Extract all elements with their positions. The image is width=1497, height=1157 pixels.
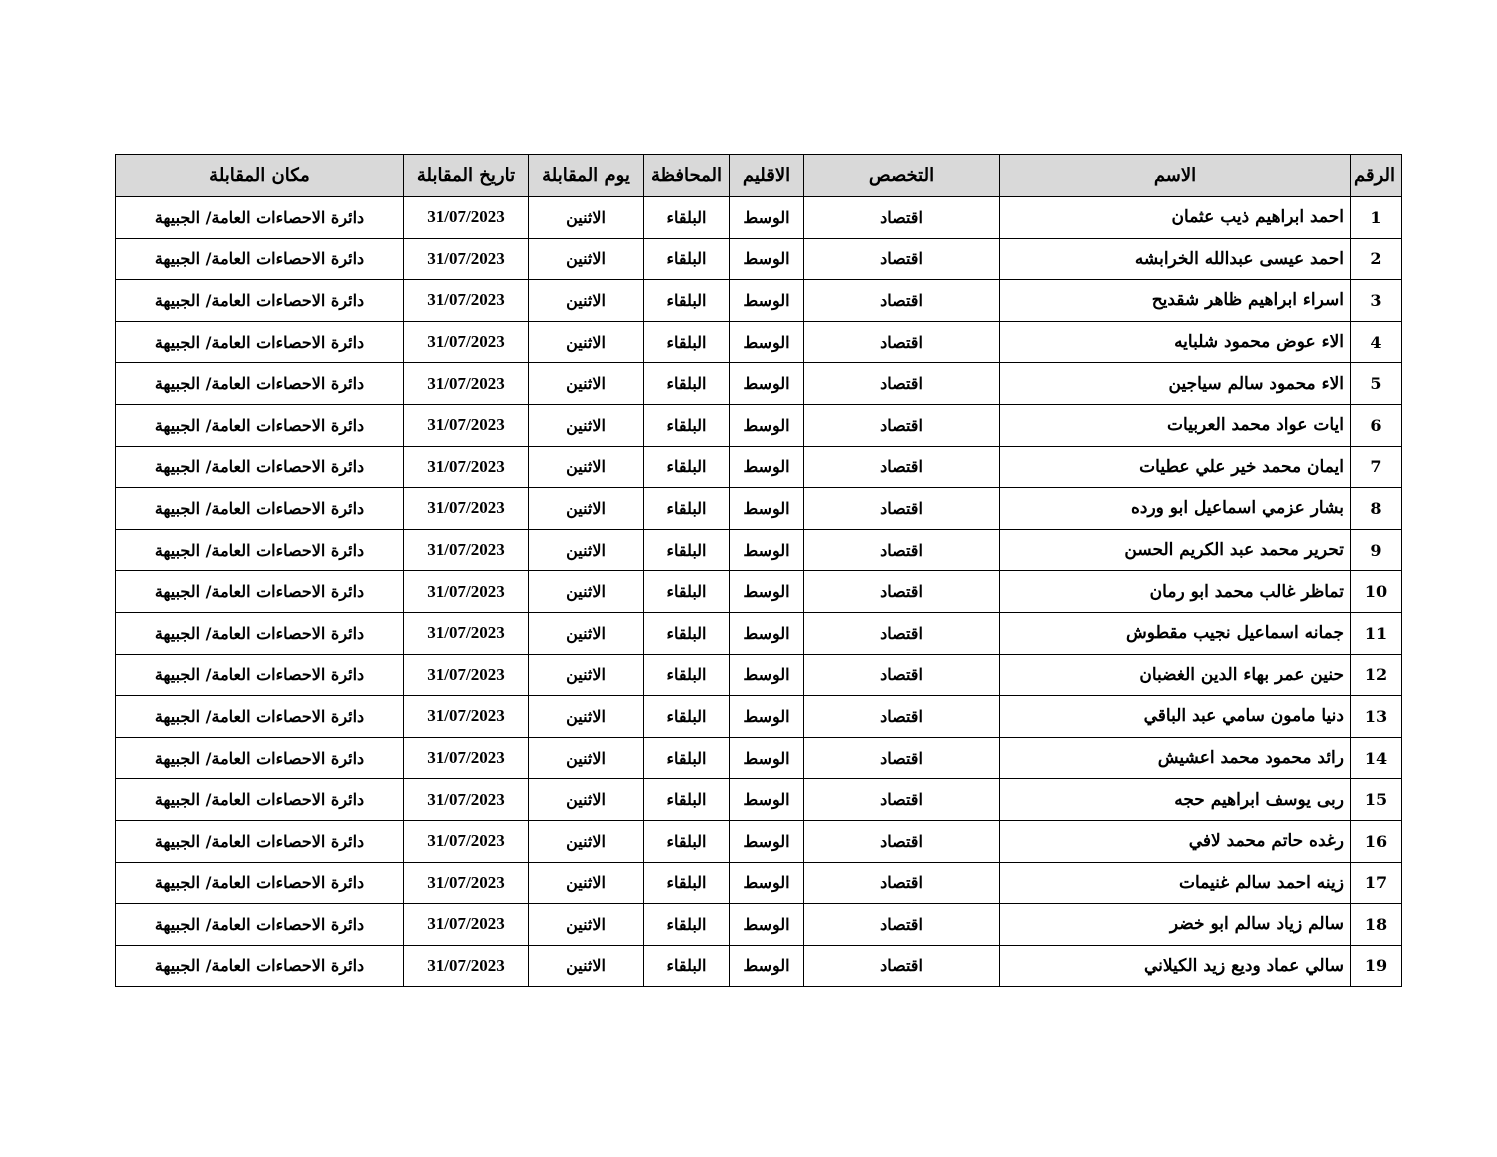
cell-governorate: البلقاء [644, 612, 730, 654]
cell-name: الاء محمود سالم سياجين [1000, 363, 1351, 405]
cell-interview-date: 31/07/2023 [404, 363, 529, 405]
cell-interview-day: الاثنين [529, 238, 644, 280]
cell-name: جمانه اسماعيل نجيب مقطوش [1000, 612, 1351, 654]
header-name: الاسم [1000, 155, 1351, 197]
cell-interview-day: الاثنين [529, 571, 644, 613]
cell-interview-day: الاثنين [529, 363, 644, 405]
cell-interview-day: الاثنين [529, 696, 644, 738]
table-row [116, 737, 1402, 779]
cell-interview-place: دائرة الاحصاءات العامة/ الجبيهة [116, 280, 404, 322]
cell-interview-place: دائرة الاحصاءات العامة/ الجبيهة [116, 197, 404, 239]
cell-governorate: البلقاء [644, 862, 730, 904]
cell-interview-date: 31/07/2023 [404, 820, 529, 862]
cell-interview-date: 31/07/2023 [404, 488, 529, 530]
cell-num: 17 [1351, 862, 1402, 904]
cell-region: الوسط [730, 945, 804, 987]
cell-interview-date: 31/07/2023 [404, 945, 529, 987]
cell-governorate: البلقاء [644, 446, 730, 488]
cell-specialty: اقتصاد [804, 571, 1000, 613]
cell-governorate: البلقاء [644, 654, 730, 696]
cell-num: 1 [1351, 197, 1402, 239]
table-row [116, 571, 1402, 613]
cell-interview-place: دائرة الاحصاءات العامة/ الجبيهة [116, 529, 404, 571]
header-interview-date: تاريخ المقابلة [404, 155, 529, 197]
cell-specialty: اقتصاد [804, 862, 1000, 904]
cell-governorate: البلقاء [644, 945, 730, 987]
cell-interview-place: دائرة الاحصاءات العامة/ الجبيهة [116, 654, 404, 696]
interview-schedule-table [115, 154, 1402, 987]
cell-region: الوسط [730, 820, 804, 862]
table-row [116, 446, 1402, 488]
cell-interview-date: 31/07/2023 [404, 696, 529, 738]
cell-interview-place: دائرة الاحصاءات العامة/ الجبيهة [116, 363, 404, 405]
cell-name: سالم زياد سالم ابو خضر [1000, 904, 1351, 946]
cell-governorate: البلقاء [644, 529, 730, 571]
cell-num: 15 [1351, 779, 1402, 821]
cell-specialty: اقتصاد [804, 446, 1000, 488]
cell-interview-day: الاثنين [529, 904, 644, 946]
cell-specialty: اقتصاد [804, 654, 1000, 696]
cell-governorate: البلقاء [644, 488, 730, 530]
cell-specialty: اقتصاد [804, 696, 1000, 738]
cell-num: 14 [1351, 737, 1402, 779]
table-row [116, 197, 1402, 239]
cell-num: 6 [1351, 404, 1402, 446]
cell-name: الاء عوض محمود شلبايه [1000, 321, 1351, 363]
cell-num: 7 [1351, 446, 1402, 488]
cell-interview-place: دائرة الاحصاءات العامة/ الجبيهة [116, 945, 404, 987]
header-governorate: المحافظة [644, 155, 730, 197]
table-row [116, 779, 1402, 821]
cell-region: الوسط [730, 654, 804, 696]
table-body [116, 197, 1402, 987]
cell-region: الوسط [730, 404, 804, 446]
header-interview-day: يوم المقابلة [529, 155, 644, 197]
cell-num: 18 [1351, 904, 1402, 946]
table-row [116, 238, 1402, 280]
cell-specialty: اقتصاد [804, 945, 1000, 987]
cell-interview-date: 31/07/2023 [404, 571, 529, 613]
cell-region: الوسط [730, 280, 804, 322]
cell-region: الوسط [730, 529, 804, 571]
cell-name: زينه احمد سالم غنيمات [1000, 862, 1351, 904]
cell-specialty: اقتصاد [804, 779, 1000, 821]
cell-interview-date: 31/07/2023 [404, 446, 529, 488]
cell-governorate: البلقاء [644, 363, 730, 405]
cell-specialty: اقتصاد [804, 238, 1000, 280]
table-row [116, 820, 1402, 862]
cell-interview-day: الاثنين [529, 280, 644, 322]
table-row [116, 280, 1402, 322]
cell-name: تماظر غالب محمد ابو رمان [1000, 571, 1351, 613]
cell-region: الوسط [730, 737, 804, 779]
cell-num: 2 [1351, 238, 1402, 280]
cell-interview-place: دائرة الاحصاءات العامة/ الجبيهة [116, 404, 404, 446]
cell-interview-place: دائرة الاحصاءات العامة/ الجبيهة [116, 446, 404, 488]
cell-specialty: اقتصاد [804, 529, 1000, 571]
cell-governorate: البلقاء [644, 280, 730, 322]
cell-interview-day: الاثنين [529, 737, 644, 779]
cell-name: بشار عزمي اسماعيل ابو ورده [1000, 488, 1351, 530]
cell-num: 3 [1351, 280, 1402, 322]
cell-interview-date: 31/07/2023 [404, 779, 529, 821]
cell-interview-place: دائرة الاحصاءات العامة/ الجبيهة [116, 862, 404, 904]
header-num: الرقم [1351, 155, 1402, 197]
cell-interview-day: الاثنين [529, 321, 644, 363]
cell-region: الوسط [730, 197, 804, 239]
cell-interview-place: دائرة الاحصاءات العامة/ الجبيهة [116, 612, 404, 654]
cell-interview-place: دائرة الاحصاءات العامة/ الجبيهة [116, 820, 404, 862]
cell-interview-date: 31/07/2023 [404, 612, 529, 654]
cell-interview-place: دائرة الاحصاءات العامة/ الجبيهة [116, 904, 404, 946]
cell-name: رائد محمود محمد اعشيش [1000, 737, 1351, 779]
cell-governorate: البلقاء [644, 321, 730, 363]
cell-specialty: اقتصاد [804, 904, 1000, 946]
cell-specialty: اقتصاد [804, 488, 1000, 530]
cell-region: الوسط [730, 696, 804, 738]
cell-interview-place: دائرة الاحصاءات العامة/ الجبيهة [116, 238, 404, 280]
cell-name: ايات عواد محمد العربيات [1000, 404, 1351, 446]
header-region: الاقليم [730, 155, 804, 197]
cell-governorate: البلقاء [644, 779, 730, 821]
cell-interview-date: 31/07/2023 [404, 654, 529, 696]
table-row [116, 904, 1402, 946]
cell-interview-day: الاثنين [529, 529, 644, 571]
cell-num: 10 [1351, 571, 1402, 613]
cell-name: سالي عماد وديع زيد الكيلاني [1000, 945, 1351, 987]
cell-governorate: البلقاء [644, 571, 730, 613]
cell-num: 16 [1351, 820, 1402, 862]
cell-interview-date: 31/07/2023 [404, 529, 529, 571]
cell-region: الوسط [730, 904, 804, 946]
table-row [116, 696, 1402, 738]
cell-num: 8 [1351, 488, 1402, 530]
cell-interview-place: دائرة الاحصاءات العامة/ الجبيهة [116, 571, 404, 613]
cell-specialty: اقتصاد [804, 737, 1000, 779]
cell-interview-place: دائرة الاحصاءات العامة/ الجبيهة [116, 779, 404, 821]
cell-governorate: البلقاء [644, 197, 730, 239]
cell-interview-date: 31/07/2023 [404, 238, 529, 280]
cell-interview-place: دائرة الاحصاءات العامة/ الجبيهة [116, 321, 404, 363]
cell-interview-date: 31/07/2023 [404, 862, 529, 904]
cell-num: 13 [1351, 696, 1402, 738]
table-row [116, 363, 1402, 405]
cell-specialty: اقتصاد [804, 404, 1000, 446]
table-row [116, 945, 1402, 987]
cell-region: الوسط [730, 488, 804, 530]
cell-specialty: اقتصاد [804, 280, 1000, 322]
cell-governorate: البلقاء [644, 904, 730, 946]
cell-interview-place: دائرة الاحصاءات العامة/ الجبيهة [116, 696, 404, 738]
cell-num: 4 [1351, 321, 1402, 363]
cell-interview-date: 31/07/2023 [404, 404, 529, 446]
cell-region: الوسط [730, 238, 804, 280]
cell-name: احمد عيسى عبدالله الخرابشه [1000, 238, 1351, 280]
cell-interview-date: 31/07/2023 [404, 737, 529, 779]
table-row [116, 654, 1402, 696]
cell-name: ايمان محمد خير علي عطيات [1000, 446, 1351, 488]
cell-name: اسراء ابراهيم ظاهر شقديح [1000, 280, 1351, 322]
cell-name: تحرير محمد عبد الكريم الحسن [1000, 529, 1351, 571]
cell-governorate: البلقاء [644, 737, 730, 779]
cell-interview-day: الاثنين [529, 820, 644, 862]
cell-num: 9 [1351, 529, 1402, 571]
candidates-sheet [115, 154, 1401, 987]
cell-interview-day: الاثنين [529, 446, 644, 488]
table-row [116, 321, 1402, 363]
cell-name: دنيا مامون سامي عبد الباقي [1000, 696, 1351, 738]
cell-specialty: اقتصاد [804, 197, 1000, 239]
cell-region: الوسط [730, 779, 804, 821]
cell-region: الوسط [730, 571, 804, 613]
cell-specialty: اقتصاد [804, 321, 1000, 363]
cell-governorate: البلقاء [644, 820, 730, 862]
table-row [116, 862, 1402, 904]
cell-governorate: البلقاء [644, 696, 730, 738]
cell-interview-place: دائرة الاحصاءات العامة/ الجبيهة [116, 488, 404, 530]
cell-region: الوسط [730, 321, 804, 363]
cell-interview-day: الاثنين [529, 404, 644, 446]
cell-governorate: البلقاء [644, 238, 730, 280]
cell-interview-day: الاثنين [529, 488, 644, 530]
header-specialty: التخصص [804, 155, 1000, 197]
cell-interview-day: الاثنين [529, 862, 644, 904]
cell-interview-place: دائرة الاحصاءات العامة/ الجبيهة [116, 737, 404, 779]
cell-num: 5 [1351, 363, 1402, 405]
cell-region: الوسط [730, 446, 804, 488]
cell-interview-day: الاثنين [529, 197, 644, 239]
cell-interview-date: 31/07/2023 [404, 321, 529, 363]
cell-interview-day: الاثنين [529, 779, 644, 821]
table-row [116, 488, 1402, 530]
cell-name: ربى يوسف ابراهيم حجه [1000, 779, 1351, 821]
cell-num: 12 [1351, 654, 1402, 696]
cell-interview-day: الاثنين [529, 612, 644, 654]
table-row [116, 529, 1402, 571]
cell-governorate: البلقاء [644, 404, 730, 446]
cell-region: الوسط [730, 612, 804, 654]
cell-specialty: اقتصاد [804, 363, 1000, 405]
cell-name: رغده حاتم محمد لافي [1000, 820, 1351, 862]
cell-interview-date: 31/07/2023 [404, 197, 529, 239]
cell-name: احمد ابراهيم ذيب عثمان [1000, 197, 1351, 239]
cell-num: 11 [1351, 612, 1402, 654]
cell-interview-date: 31/07/2023 [404, 280, 529, 322]
header-interview-place: مكان المقابلة [116, 155, 404, 197]
table-header-row [116, 155, 1402, 197]
cell-name: حنين عمر بهاء الدين الغضبان [1000, 654, 1351, 696]
table-row [116, 612, 1402, 654]
cell-region: الوسط [730, 862, 804, 904]
cell-region: الوسط [730, 363, 804, 405]
cell-interview-day: الاثنين [529, 654, 644, 696]
table-row [116, 404, 1402, 446]
cell-specialty: اقتصاد [804, 820, 1000, 862]
cell-interview-day: الاثنين [529, 945, 644, 987]
cell-interview-date: 31/07/2023 [404, 904, 529, 946]
cell-num: 19 [1351, 945, 1402, 987]
cell-specialty: اقتصاد [804, 612, 1000, 654]
